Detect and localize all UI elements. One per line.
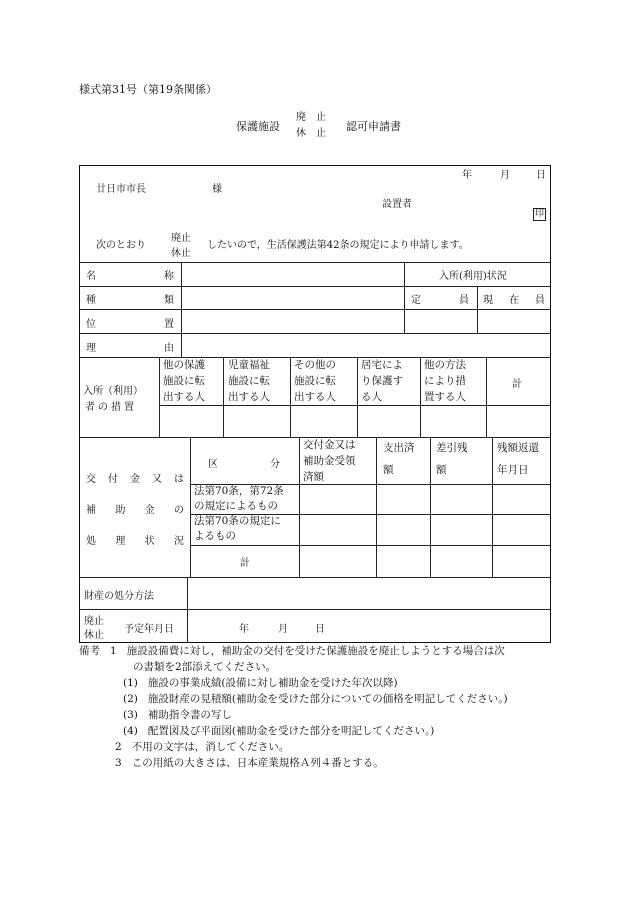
title-suffix: 認可申請書 bbox=[346, 120, 401, 133]
schedule-label: 予定年月日 bbox=[124, 624, 174, 635]
name-label-1: 名 bbox=[86, 271, 96, 282]
location-label-1: 位 bbox=[86, 319, 96, 330]
section-head-1: 区 bbox=[208, 459, 218, 470]
subsidy-label-line2: 補 助 金 の bbox=[86, 505, 184, 516]
founder-label: 設置者 bbox=[382, 199, 412, 210]
note-1: 施設設備費に対し，補助金の交付を受けた保護施設を廃止しようとする場合は次 bbox=[126, 645, 505, 657]
measures-col-other-method: 他の方法 により措 置する人 bbox=[424, 359, 466, 403]
measures-total-label: 計 bbox=[512, 379, 522, 390]
title-prefix: 保護施設 bbox=[236, 120, 280, 133]
note-3: 3 この用紙の大きさは、日本産業規格Ａ列４番とする。 bbox=[115, 757, 384, 769]
section-head-2: 分 bbox=[270, 459, 280, 470]
title-option-abolish: 廃 止 bbox=[296, 112, 326, 123]
date-year-label: 年 bbox=[462, 170, 472, 181]
location-label-2: 置 bbox=[164, 319, 174, 330]
subsidy-label-line1: 交 付 金 又 は bbox=[86, 474, 184, 485]
form-number: 様式第31号（第19条関係） bbox=[79, 83, 217, 96]
col-received-amount: 交付金又は 補助金受領 済額 bbox=[303, 439, 356, 483]
schedule-option-suspend: 休止 bbox=[84, 630, 104, 641]
frame-top bbox=[79, 165, 551, 166]
date-day-label: 日 bbox=[536, 170, 546, 181]
date-month-label: 月 bbox=[500, 170, 510, 181]
request-text: したいので，生活保護法第42条の規定により申請します。 bbox=[207, 240, 469, 251]
notes-section: 備考 1 施設設備費に対し，補助金の交付を受けた保護施設を廃止しようとする場合は次 の書類を2部添えてください。 (1) 施設の事業成績(設備に対し補助金を受けた年次以降) (2) 施設財産の見積額(補助金を受けた部分についての価格を明記してください。) (3) 補助指令書の写し (4) 配置図及び平面図(補助金を受けた部分を明記してください。) 2 不用の文字は，消してください。 3 この用紙の大きさは、日本産業規格Ａ列４番とする。 bbox=[79, 645, 508, 769]
measures-col-other-facility: 他の保護 施設に転 出する人 bbox=[163, 359, 205, 403]
note-item-4: (4) 配置図及び平面図(補助金を受けた部分を明記してください。) bbox=[123, 725, 435, 737]
measures-label-line1: 入所（利用） bbox=[83, 386, 143, 397]
schedule-year: 年 bbox=[239, 624, 249, 635]
measures-label-line2: 者の措置 bbox=[85, 402, 137, 413]
reason-label-1: 理 bbox=[86, 343, 96, 354]
measures-col-child-welfare: 児童福祉 施設に転 出する人 bbox=[228, 359, 270, 403]
schedule-month: 月 bbox=[278, 624, 288, 635]
type-label-1: 種 bbox=[86, 295, 96, 306]
subsidy-total-label: 計 bbox=[240, 558, 250, 569]
capacity-label-1: 定 bbox=[411, 295, 421, 306]
note-item-3: (3) 補助指令書の写し bbox=[123, 709, 232, 721]
request-option-abolish: 廃止 bbox=[171, 233, 191, 244]
measures-col-home-protection: 居宅によ り保護す る人 bbox=[361, 359, 403, 403]
col-refund-date: 残額返還 年月日 bbox=[497, 442, 539, 476]
admission-status-label: 入所(利用)状況 bbox=[439, 271, 507, 282]
row-article-70: 法第70条の規定に よるもの bbox=[194, 515, 281, 542]
request-prefix: 次のとおり bbox=[96, 240, 146, 251]
row-article-70-72: 法第70条，第72条 の規定によるもの bbox=[194, 485, 284, 512]
seal-mark: 印 bbox=[534, 209, 544, 219]
capacity-label-2: 員 bbox=[459, 295, 469, 306]
notes-head: 備考 bbox=[79, 645, 100, 657]
current-label-2: 在 bbox=[509, 295, 519, 306]
frame-right bbox=[550, 165, 551, 643]
frame-left bbox=[79, 165, 80, 643]
col-balance: 差引残 額 bbox=[436, 442, 468, 476]
note-1-cont: の書類を2部添えてください。 bbox=[133, 661, 277, 673]
title-option-suspend: 休 止 bbox=[296, 128, 326, 139]
reason-label-2: 由 bbox=[164, 343, 174, 354]
current-label-1: 現 bbox=[483, 295, 493, 306]
measures-col-other-institution: その他の 施設に転 出する人 bbox=[294, 359, 336, 403]
schedule-day: 日 bbox=[315, 624, 325, 635]
type-label-2: 類 bbox=[164, 295, 174, 306]
note-item-2: (2) 施設財産の見積額(補助金を受けた部分についての価格を明記してください。) bbox=[123, 693, 508, 705]
current-label-3: 員 bbox=[535, 295, 545, 306]
subsidy-label-line3: 処 理 状 況 bbox=[86, 536, 184, 547]
note-item-1: (1) 施設の事業成績(設備に対し補助金を受けた年次以降) bbox=[123, 677, 398, 689]
name-label-2: 称 bbox=[164, 271, 174, 282]
note-2: 2 不用の文字は，消してください。 bbox=[115, 741, 290, 753]
col-spent-amount: 支出済 額 bbox=[383, 442, 415, 476]
request-option-suspend: 休止 bbox=[171, 248, 191, 259]
schedule-option-abolish: 廃止 bbox=[84, 616, 104, 627]
addressee: 廿日市市長 bbox=[96, 184, 146, 195]
property-disposal-label: 財産の処分方法 bbox=[84, 591, 154, 602]
honorific: 様 bbox=[212, 184, 222, 195]
